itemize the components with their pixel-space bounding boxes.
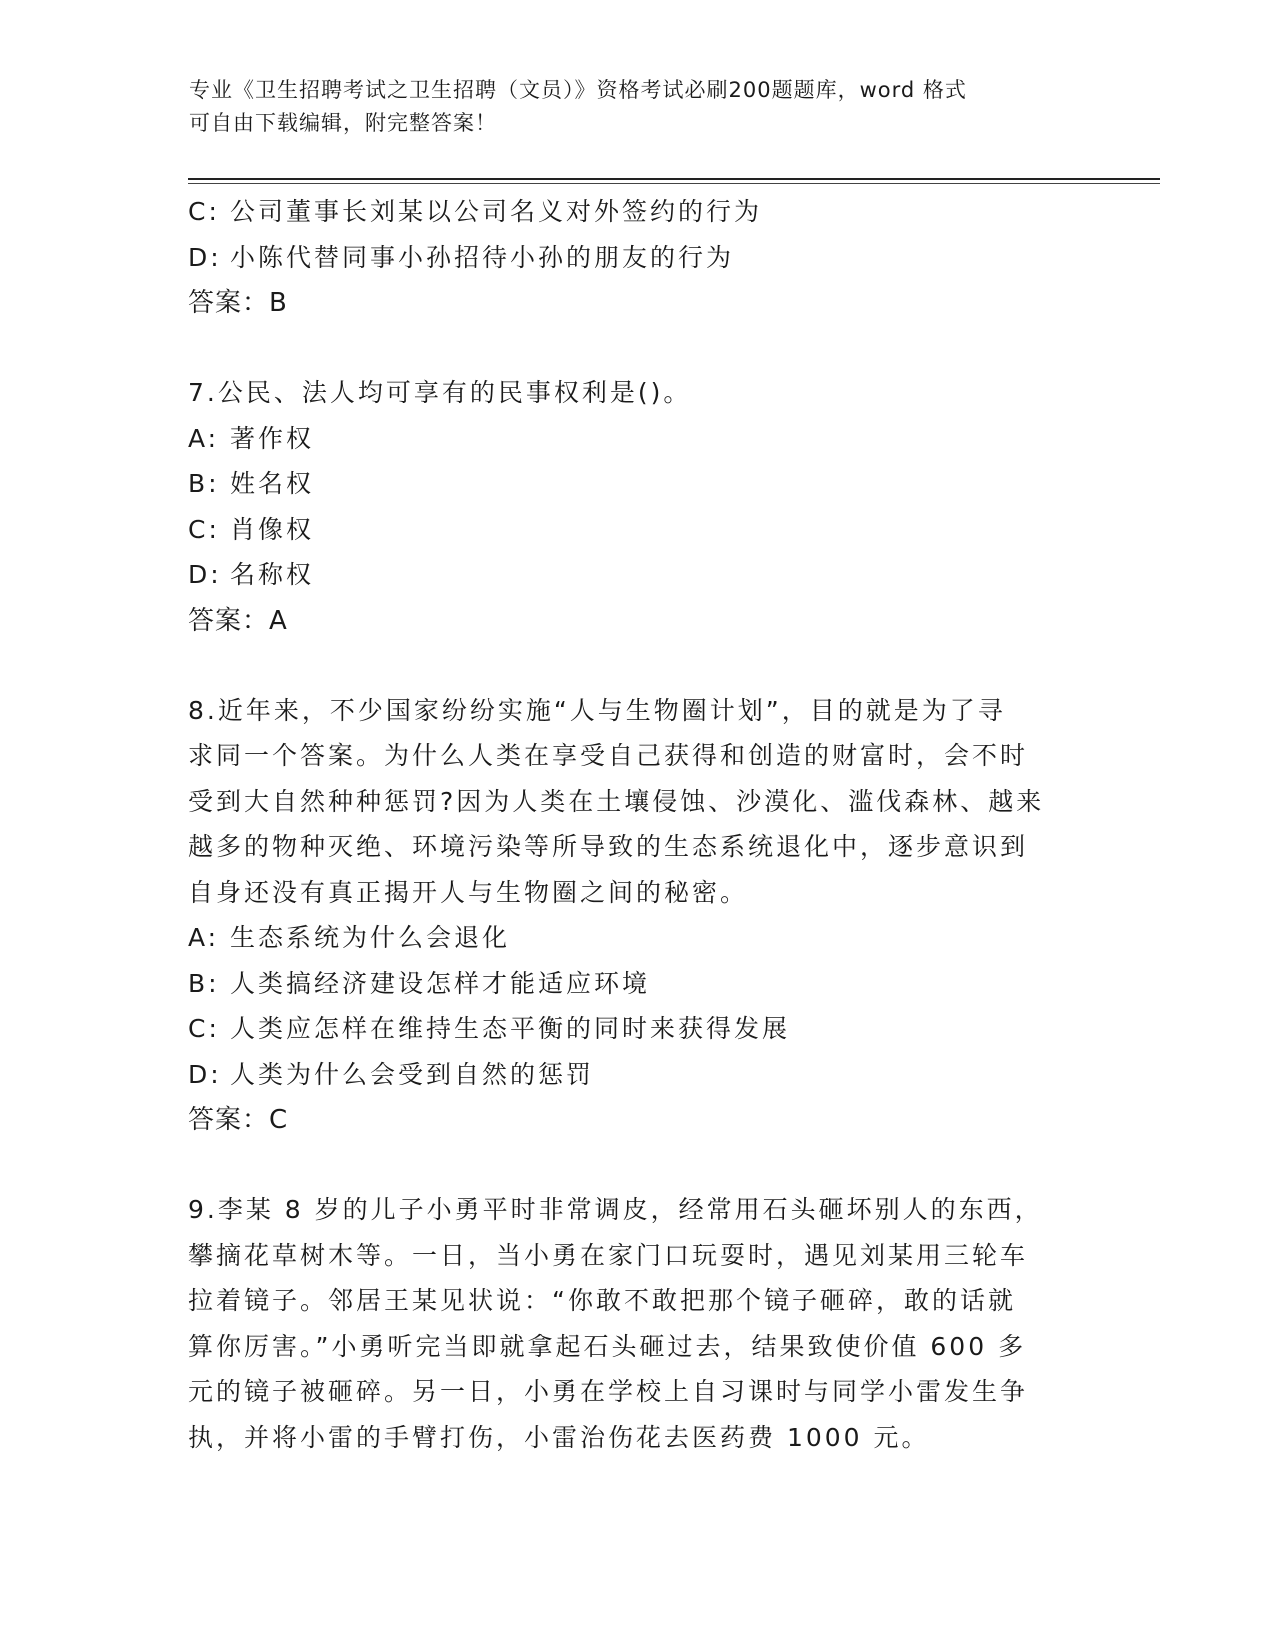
- question-stem: [188, 688, 1088, 916]
- answer-value: C: [269, 1105, 289, 1135]
- header-line-1: 专业《卫生招聘考试之卫生招聘（文员）》资格考试必刷200题题库，word 格式: [189, 78, 967, 102]
- stem-line: 算你厉害。”小勇听完当即就拿起石头砸过去，结果致使价值 600 多: [188, 1331, 1027, 1361]
- option-text: 小陈代替同事小孙招待小孙的朋友的行为: [230, 242, 735, 272]
- question-7: [188, 370, 1088, 644]
- option-text: 肖像权: [230, 514, 315, 544]
- option-d: [188, 552, 1088, 598]
- header-divider-thin: [188, 183, 1160, 184]
- stem-line: 8.近年来，不少国家纷纷实施“人与生物圈计划”，目的就是为了寻: [188, 695, 1006, 725]
- option-letter: B:: [188, 968, 220, 998]
- question-9: [188, 1187, 1088, 1460]
- spacer: [188, 1143, 1088, 1187]
- option-text: 人类搞经济建设怎样才能适应环境: [230, 968, 651, 998]
- question-stem: [188, 1187, 1088, 1460]
- stem-line: 攀摘花草树木等。一日，当小勇在家门口玩耍时，遇见刘某用三轮车: [188, 1240, 1029, 1270]
- answer-label: 答案：: [188, 1105, 270, 1135]
- option-letter: C:: [188, 514, 220, 544]
- question-8: [188, 688, 1088, 1144]
- stem-line: 受到大自然种种惩罚?因为人类在土壤侵蚀、沙漠化、滥伐森林、越来: [188, 786, 1045, 816]
- answer-value: B: [269, 288, 288, 318]
- option-text: 著作权: [230, 423, 315, 453]
- option-text: 人类应怎样在维持生态平衡的同时来获得发展: [230, 1014, 791, 1043]
- stem-line: 7.公民、法人均可享有的民事权利是()。: [188, 378, 692, 407]
- stem-line: 9.李某 8 岁的儿子小勇平时非常调皮，经常用石头砸坏别人的东西，: [188, 1195, 1043, 1224]
- option-c: [188, 189, 1088, 235]
- answer-label: 答案：: [188, 605, 270, 636]
- option-letter: D:: [188, 560, 222, 589]
- option-letter: C:: [188, 197, 220, 226]
- option-letter: B:: [188, 469, 220, 498]
- option-a: [188, 416, 1088, 462]
- answer-label: 答案：: [188, 288, 270, 318]
- option-letter: D:: [188, 242, 222, 272]
- option-text: 名称权: [230, 560, 315, 589]
- answer-value: A: [269, 605, 288, 636]
- option-a: [188, 915, 1088, 961]
- stem-line: 越多的物种灭绝、环境污染等所导致的生态系统退化中，逐步意识到: [188, 832, 1029, 861]
- option-text: 公司董事长刘某以公司名义对外签约的行为: [230, 197, 763, 226]
- option-text: 姓名权: [230, 469, 315, 498]
- option-text: 生态系统为什么会退化: [230, 923, 511, 952]
- option-letter: A:: [188, 923, 220, 952]
- page-header: [189, 74, 1089, 140]
- option-d: [188, 235, 1088, 281]
- stem-line: 元的镜子被砸碎。另一日，小勇在学校上自习课时与同学小雷发生争: [188, 1377, 1029, 1406]
- option-c: [188, 507, 1088, 553]
- spacer: [188, 326, 1088, 370]
- question-stem: [188, 370, 1088, 416]
- option-b: [188, 961, 1088, 1007]
- option-text: 人类为什么会受到自然的惩罚: [230, 1059, 595, 1089]
- stem-line: 执，并将小雷的手臂打伤，小雷治伤花去医药费 1000 元。: [188, 1422, 930, 1452]
- header-line-2: 可自由下载编辑，附完整答案！: [189, 111, 497, 135]
- option-c: [188, 1006, 1088, 1052]
- header-divider-thick: [188, 178, 1160, 180]
- answer-line: [188, 598, 1088, 644]
- option-letter: C:: [188, 1014, 220, 1043]
- stem-line: 自身还没有真正揭开人与生物圈之间的秘密。: [188, 877, 749, 907]
- option-letter: D:: [188, 1059, 222, 1089]
- option-letter: A:: [188, 423, 220, 453]
- answer-line: [188, 280, 1088, 326]
- stem-line: 求同一个答案。为什么人类在享受自己获得和创造的财富时，会不时: [188, 741, 1029, 770]
- prev-question-block: [188, 189, 1088, 326]
- stem-line: 拉着镜子。邻居王某见状说：“你敢不敢把那个镜子砸碎，敢的话就: [188, 1286, 1016, 1315]
- option-b: [188, 461, 1088, 507]
- option-d: [188, 1052, 1088, 1098]
- spacer: [188, 644, 1088, 688]
- answer-line: [188, 1097, 1088, 1143]
- question-content: [188, 189, 1088, 1460]
